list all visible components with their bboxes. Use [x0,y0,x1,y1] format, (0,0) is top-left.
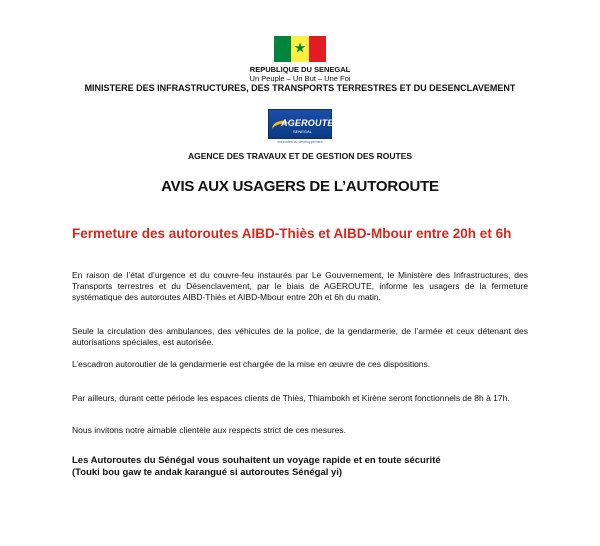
closure-headline: Fermeture des autoroutes AIBD-Thiès et AIBD-Mbour entre 20h et 6h [72,226,512,241]
republic-heading: REPUBLIQUE DU SENEGAL [249,65,351,74]
logo-caption: les routes du developpement [277,140,323,144]
flag-red-band [309,36,326,62]
paragraph-curfew: En raison de l’état d’urgence et du couvre-feu instaurés par Le Gouvernement, le Ministère des Infrastructures, des Transports terrestres et du Désenclavement, par le biais de AGEROUTE, informe les usagers de la fermeture systématique des autoroutes AIBD-Thiès et AIBD-Mbour entre 20h et 6h du matin. [72,270,528,302]
closing-message [72,455,512,479]
ageroute-logo [268,109,332,139]
logo-subtext: SENEGAL [293,129,312,134]
senegal-flag-icon [274,36,326,62]
national-motto: Un Peuple – Un But – Une Foi [249,74,351,83]
flag-green-band [274,36,291,62]
ministry-heading: MINISTERE DES INFRASTRUCTURES, DES TRANSPORTS TERRESTRES ET DU DESENCLAVEMENT [84,83,516,93]
paragraph-gendarmerie: L’escadron autoroutier de la gendarmerie est chargée de la mise en œuvre de ces dispositions. [72,359,431,369]
paragraph-authorized-vehicles: Seule la circulation des ambulances, des véhicules de la police, de la gendarmerie, de l’armée et ceux détenant des autorisations spéciales, est autorisée. [72,326,528,347]
closing-wish: Les Autoroutes du Sénégal vous souhaitent un voyage rapide et en toute sécurité [72,455,441,466]
closing-wolof: (Touki bou gaw te andak karangué si autoroutes Sénégal yi) [72,467,343,478]
paragraph-customer-spaces: Par ailleurs, durant cette période les espaces clients de Thiès, Thiambokh et Kirène seront fonctionnels de 8h à 17h. [72,393,510,403]
flag-star-icon: ★ [293,40,307,57]
agency-heading: AGENCE DES TRAVAUX ET DE GESTION DES ROUTES [187,151,413,161]
flag-yellow-band [291,36,308,62]
notice-title: AVIS AUX USAGERS DE L’AUTOROUTE [161,178,439,195]
logo-wordmark: AGEROUTE [281,118,334,128]
paragraph-invitation: Nous invitons notre aimable clientèle aux respects strict de ces mesures. [72,425,347,435]
